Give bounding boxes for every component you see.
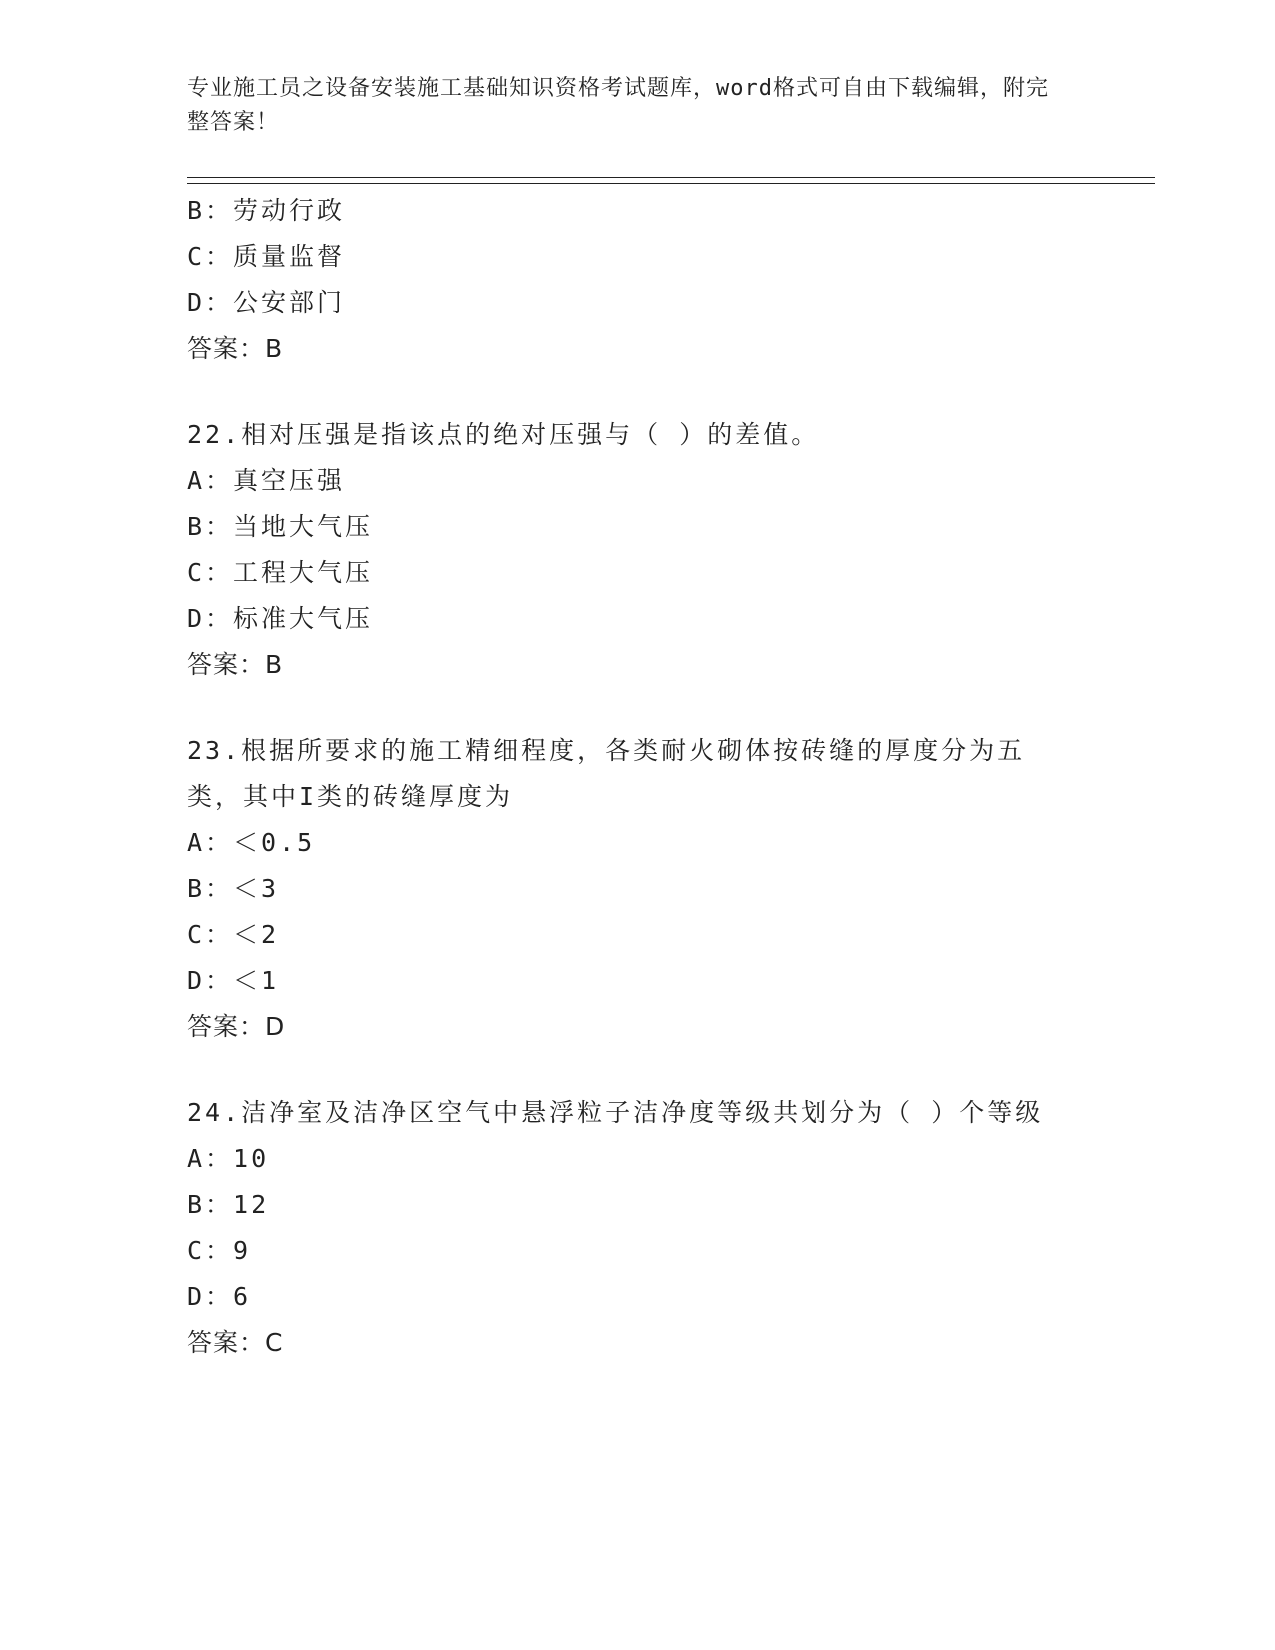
option-a: A：10 bbox=[187, 1144, 270, 1173]
answer-line: 答案：B bbox=[187, 650, 284, 679]
question-stem: 24.洁净室及洁净区空气中悬浮粒子洁净度等级共划分为（ ）个等级 bbox=[187, 1098, 1044, 1127]
question-block-22 bbox=[187, 412, 1087, 688]
option-b: B：＜3 bbox=[187, 874, 280, 903]
option-c: C：＜2 bbox=[187, 920, 280, 949]
question-stem: 22.相对压强是指该点的绝对压强与（ ）的差值。 bbox=[187, 420, 820, 449]
option-b: B：12 bbox=[187, 1190, 270, 1219]
option-c: C：9 bbox=[187, 1236, 252, 1265]
question-block-23 bbox=[187, 728, 1087, 1050]
option-c: C：质量监督 bbox=[187, 242, 346, 271]
option-d: D：公安部门 bbox=[187, 288, 346, 317]
question-block-21 bbox=[187, 188, 1087, 372]
question-list bbox=[187, 188, 1087, 1366]
answer-line: 答案：D bbox=[187, 1012, 286, 1041]
option-a: A：＜0.5 bbox=[187, 828, 316, 857]
option-a: A：真空压强 bbox=[187, 466, 346, 495]
question-stem: 23.根据所要求的施工精细程度，各类耐火砌体按砖缝的厚度分为五类，其中I类的砖缝厚度为 bbox=[187, 736, 1026, 811]
option-d: D：标准大气压 bbox=[187, 604, 374, 633]
document-header: 专业施工员之设备安装施工基础知识资格考试题库，word格式可自由下载编辑，附完整答案！ bbox=[187, 76, 1049, 135]
answer-line: 答案：B bbox=[187, 334, 284, 363]
option-d: D：＜1 bbox=[187, 966, 280, 995]
option-b: B：劳动行政 bbox=[187, 196, 346, 225]
header-divider bbox=[187, 177, 1155, 184]
option-c: C：工程大气压 bbox=[187, 558, 374, 587]
option-b: B：当地大气压 bbox=[187, 512, 374, 541]
question-block-24 bbox=[187, 1090, 1087, 1366]
answer-line: 答案：C bbox=[187, 1328, 284, 1357]
option-d: D：6 bbox=[187, 1282, 252, 1311]
